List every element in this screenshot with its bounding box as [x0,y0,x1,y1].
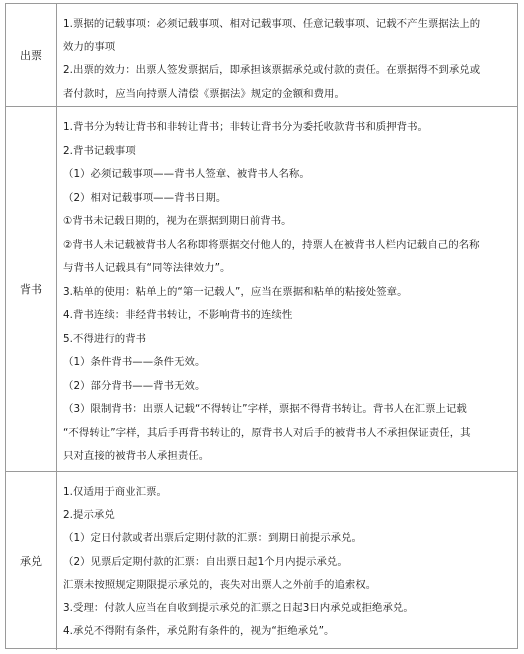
table-row-acceptance [6,472,517,650]
content-line: 3.受理：付款人应当在自收到提示承兑的汇票之日起3日内承兑或拒绝承兑。 [63,602,414,615]
row-label-acceptance: 承兑 [6,472,57,650]
content-line: 1.背书分为转让背书和非转让背书；非转让背书分为委托收款背书和质押背书。 [63,121,428,133]
content-line: （2）部分背书——背书无效。 [63,379,206,392]
content-line: 2.出票的效力：出票人签发票据后，即承担该票据承兑或付款的责任。在票据得不到承兑或 [63,64,481,77]
content-line: 与背书人记载具有“同等法律效力”。 [63,262,231,274]
content-line: （3）限制背书：出票人记载“不得转让”字样，票据不得背书转让。背书人在汇票上记载 [63,403,467,415]
table-row-endorsement [6,107,517,472]
content-line: （1）定日付款或者出票后定期付款的汇票：到期日前提示承兑。 [63,532,362,545]
content-line: 只对直接的被背书人承担责任。 [63,450,210,462]
row-content-acceptance [57,472,517,650]
content-line: 4.承兑不得附有条件，承兑附有条件的，视为“拒绝承兑”。 [63,625,335,638]
content-line: 2.背书记载事项 [63,144,136,157]
content-line: ②背书人未记载被背书人名称即将票据交付他人的，持票人在被背书人栏内记载自己的名称 [63,238,480,251]
table-row-issuance [6,4,517,107]
law-summary-table [5,3,518,649]
row-content-endorsement [57,107,517,471]
row-content-issuance [57,4,517,106]
content-line: 者付款时，应当向持票人清偿《票据法》规定的金额和费用。 [63,87,345,100]
content-line: （1）必须记载事项——背书人签章、被背书人名称。 [63,168,310,180]
content-line: （2）见票后定期付款的汇票：自出票日起1个月内提示承兑。 [63,555,348,568]
content-line: 2.提示承兑 [63,509,115,522]
content-line: （1）条件背书——条件无效。 [63,356,206,368]
content-line: 3.粘单的使用：粘单上的“第一记载人”，应当在票据和粘单的粘接处签章。 [63,285,408,298]
content-line: 汇票未按照规定期限提示承兑的，丧失对出票人之外前手的追索权。 [63,578,377,591]
content-line: 5.不得进行的背书 [63,332,147,345]
content-line: 1.仅适用于商业汇票。 [63,486,167,498]
content-line: 效力的事项 [63,41,116,54]
content-line: ①背书未记载日期的，视为在票据到期日前背书。 [63,215,292,227]
content-line: 1.票据的记载事项：必须记载事项、相对记载事项、任意记载事项、记载不产生票据法上的 [63,18,481,30]
content-line: “不得转让”字样，其后手再背书转让的，原背书人对后手的被背书人不承担保证责任，其 [63,426,471,439]
row-label-endorsement: 背书 [6,107,57,471]
content-line: （2）相对记载事项——背书日期。 [63,191,227,204]
row-label-issuance: 出票 [6,4,57,106]
content-line: 4.背书连续：非经背书转让，不影响背书的连续性 [63,309,293,321]
